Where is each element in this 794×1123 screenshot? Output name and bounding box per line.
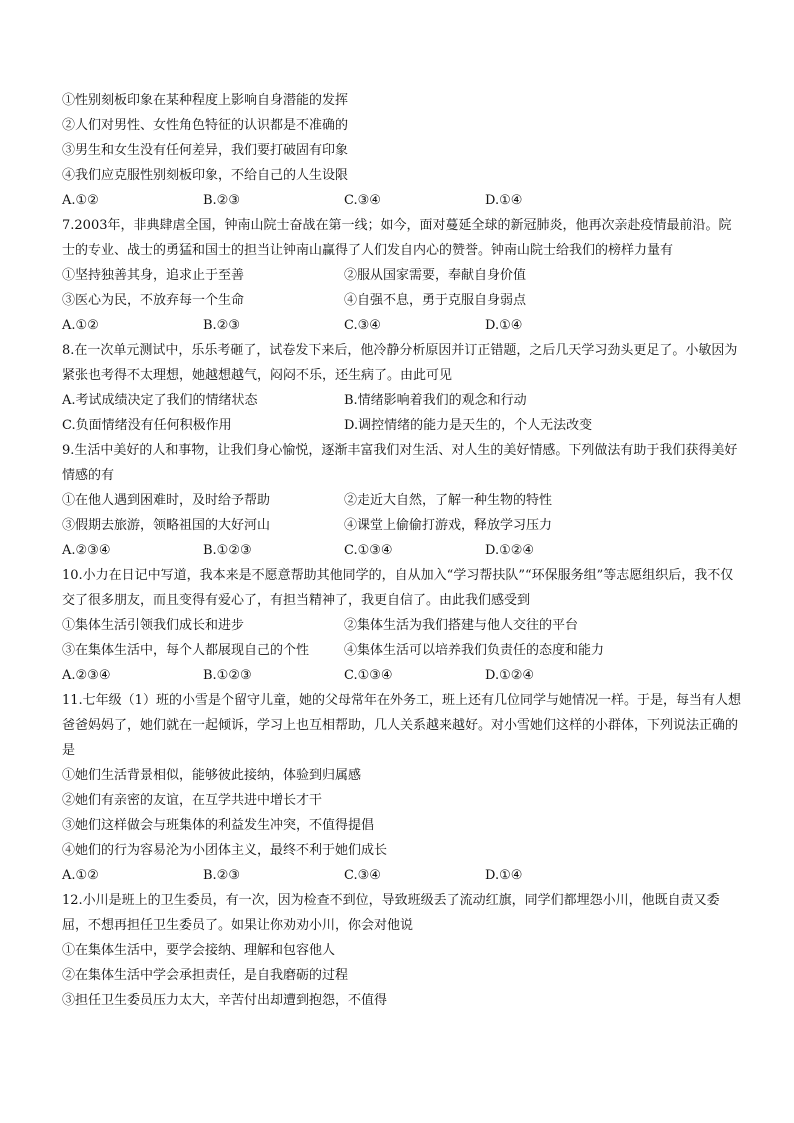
option-b: B.②③ — [203, 193, 240, 208]
statements-row — [62, 288, 742, 313]
question-8 — [62, 338, 742, 438]
option-b: B.②③ — [203, 868, 240, 883]
option-a: A.考试成绩决定了我们的情绪状态 — [62, 393, 258, 408]
option-b: B.②③ — [203, 318, 240, 333]
option-d: D.①②④ — [485, 543, 535, 558]
option-d: D.①④ — [485, 193, 523, 208]
statements-row — [62, 488, 742, 513]
statement-4: ④我们应克服性别刻板印象，不给自己的人生设限 — [62, 168, 349, 183]
question-stem: 11.七年级（1）班的小雪是个留守儿童，她的父母常年在外务工，班上还有几位同学与她情况一样。于是，每当有人想爸爸妈妈了，她们就在一起倾诉，学习上也互相帮助，几人关系越来越好。对小雪她们这样的小群体，下列说法正确的是 — [62, 693, 741, 758]
statement-1: ①在集体生活中，要学会接纳、理解和包容他人 — [62, 943, 336, 958]
option-a: A.①② — [62, 193, 99, 208]
statement-2: ②服从国家需要，奉献自身价值 — [344, 268, 527, 283]
statements-row — [62, 513, 742, 538]
option-d: D.①②④ — [485, 668, 535, 683]
options-row — [62, 863, 742, 888]
option-b: B.①②③ — [203, 668, 252, 683]
statement-3: ③假期去旅游，领略祖国的大好河山 — [62, 518, 271, 533]
options-row — [62, 313, 742, 338]
option-b: B.情绪影响着我们的观念和行动 — [344, 393, 527, 408]
question-6 — [62, 88, 742, 213]
option-d: D.①④ — [485, 868, 523, 883]
question-stem: 9.生活中美好的人和事物，让我们身心愉悦，逐渐丰富我们对生活、对人生的美好情感。下列做法有助于我们获得美好情感的有 — [62, 443, 738, 483]
options-row — [62, 188, 742, 213]
question-9 — [62, 438, 742, 563]
question-stem: 12.小川是班上的卫生委员，有一次，因为检查不到位，导致班级丢了流动红旗，同学们都埋怨小川，他既自责又委屈，不想再担任卫生委员了。如果让你劝劝小川，你会对他说 — [62, 893, 720, 933]
statement-2: ②走近大自然，了解一种生物的特性 — [344, 493, 553, 508]
options-row — [62, 663, 742, 688]
statement-3: ③医心为民，不放弃每一个生命 — [62, 293, 245, 308]
statement-4: ④课堂上偷偷打游戏，释放学习压力 — [344, 518, 553, 533]
option-a: A.①② — [62, 318, 99, 333]
option-a: A.②③④ — [62, 668, 111, 683]
statement-2: ②集体生活为我们搭建与他人交往的平台 — [344, 618, 579, 633]
statement-1: ①她们生活背景相似，能够彼此接纳，体验到归属感 — [62, 768, 362, 783]
statement-3: ③男生和女生没有任何差异，我们要打破固有印象 — [62, 143, 349, 158]
statement-1: ①在他人遇到困难时，及时给予帮助 — [62, 493, 271, 508]
option-a: A.①② — [62, 868, 99, 883]
statements-row — [62, 263, 742, 288]
question-stem: 8.在一次单元测试中，乐乐考砸了，试卷发下来后，他冷静分析原因并订正错题，之后几天学习劲头更足了。小敏因为紧张也考得不太理想，她越想越气，闷闷不乐，还生病了。由此可见 — [62, 343, 738, 383]
option-c: C.③④ — [344, 318, 381, 333]
question-7 — [62, 213, 742, 338]
statement-1: ①性别刻板印象在某种程度上影响自身潜能的发挥 — [62, 93, 349, 108]
options-row — [62, 538, 742, 563]
options-row — [62, 413, 742, 438]
option-b: B.①②③ — [203, 543, 252, 558]
statement-4: ④她们的行为容易沦为小团体主义，最终不利于她们成长 — [62, 843, 388, 858]
options-row — [62, 388, 742, 413]
option-d: D.调控情绪的能力是天生的，个人无法改变 — [344, 418, 593, 433]
statement-2: ②她们有亲密的友谊，在互学共进中增长才干 — [62, 793, 323, 808]
statement-2: ②人们对男性、女性角色特征的认识都是不准确的 — [62, 118, 349, 133]
question-12 — [62, 888, 742, 1013]
option-c: C.负面情绪没有任何积极作用 — [62, 418, 232, 433]
option-c: C.①③④ — [344, 668, 393, 683]
option-c: C.③④ — [344, 193, 381, 208]
statement-1: ①集体生活引领我们成长和进步 — [62, 618, 245, 633]
question-stem: 10.小力在日记中写道，我本来是不愿意帮助其他同学的，自从加入“学习帮扶队”“环保服务组”等志愿组织后，我不仅交了很多朋友，而且变得有爱心了，有担当精神了，我更自信了。由此我们感受到 — [62, 568, 734, 608]
statement-4: ④自强不息，勇于克服自身弱点 — [344, 293, 527, 308]
option-a: A.②③④ — [62, 543, 111, 558]
statement-3: ③在集体生活中，每个人都展现自己的个性 — [62, 643, 310, 658]
statement-3: ③担任卫生委员压力太大，辛苦付出却遭到抱怨，不值得 — [62, 993, 388, 1008]
question-10 — [62, 563, 742, 688]
question-11 — [62, 688, 742, 888]
option-c: C.①③④ — [344, 543, 393, 558]
statements-row — [62, 638, 742, 663]
option-c: C.③④ — [344, 868, 381, 883]
statements-row — [62, 613, 742, 638]
exam-page — [62, 88, 742, 1013]
statement-2: ②在集体生活中学会承担责任，是自我磨砺的过程 — [62, 968, 349, 983]
statement-3: ③她们这样做会与班集体的利益发生冲突，不值得提倡 — [62, 818, 375, 833]
statement-1: ①坚持独善其身，追求止于至善 — [62, 268, 245, 283]
option-d: D.①④ — [485, 318, 523, 333]
question-stem: 7.2003年，非典肆虐全国，钟南山院士奋战在第一线；如今，面对蔓延全球的新冠肺炎，他再次亲赴疫情最前沿。院士的专业、战士的勇猛和国士的担当让钟南山赢得了人们发自内心的赞誉。钟南山院士给我们的榜样力量有 — [62, 218, 732, 258]
statement-4: ④集体生活可以培养我们负责任的态度和能力 — [344, 643, 605, 658]
